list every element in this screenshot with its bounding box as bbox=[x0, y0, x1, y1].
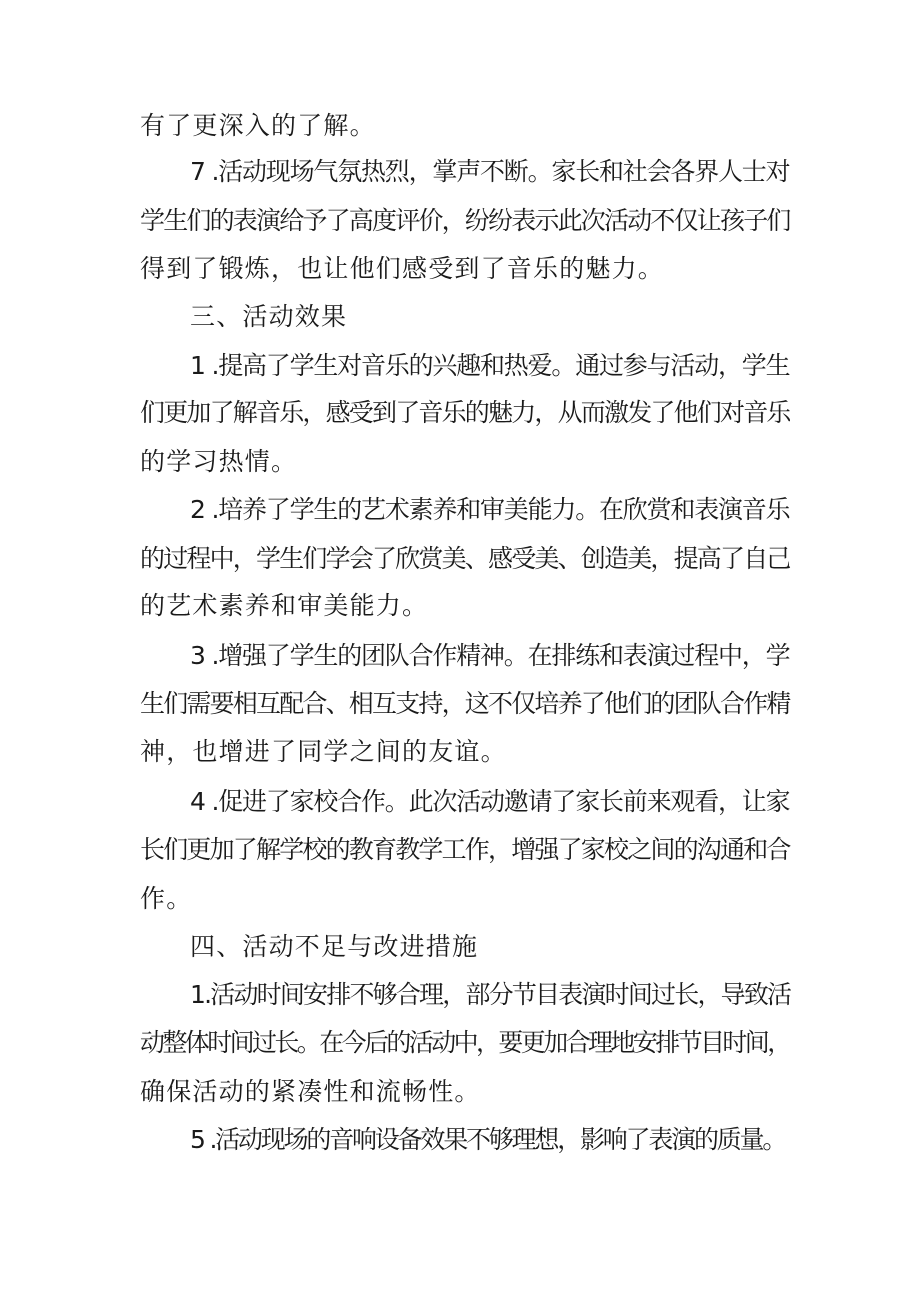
section-heading-3: 三、活动效果 bbox=[190, 302, 348, 331]
text-line: 确保活动的紧凑性和流畅性。 bbox=[140, 1077, 481, 1106]
paragraph-3-start: 3 .增强了学生的团队合作精神。在排练和表演过程中，学 bbox=[190, 641, 790, 670]
text-line: 长们更加了解学校的教育教学工作，增强了家校之间的沟通和合 bbox=[140, 835, 790, 864]
text-line: 们更加了解音乐，感受到了音乐的魅力，从而激发了他们对音乐 bbox=[140, 398, 790, 427]
text-line: 神，也增进了同学之间的友谊。 bbox=[140, 737, 507, 766]
text-line: 生们需要相互配合、相互支持，这不仅培养了他们的团队合作精 bbox=[140, 689, 790, 718]
paragraph-4-start: 4 .促进了家校合作。此次活动邀请了家长前来观看，让家 bbox=[190, 787, 790, 816]
paragraph-1-start: 1.活动时间安排不够合理，部分节目表演时间过长，导致活 bbox=[190, 980, 791, 1009]
text-line: 学生们的表演给予了高度评价，纷纷表示此次活动不仅让孩子们 bbox=[140, 206, 790, 235]
text-line: 的过程中，学生们学会了欣赏美、感受美、创造美，提高了自己 bbox=[140, 544, 790, 573]
paragraph-5-start: 5 .活动现场的音响设备效果不够理想，影响了表演的质量。 bbox=[190, 1125, 786, 1154]
section-heading-4: 四、活动不足与改进措施 bbox=[190, 932, 479, 961]
paragraph-2-start: 2 .培养了学生的艺术素养和审美能力。在欣赏和表演音乐 bbox=[190, 495, 790, 524]
paragraph-1-start: 1 .提高了学生对音乐的兴趣和热爱。通过参与活动，学生 bbox=[190, 351, 790, 380]
text-line: 作。 bbox=[140, 884, 193, 913]
text-line: 动整体时间过长。在今后的活动中，要更加合理地安排节目时间， bbox=[140, 1028, 790, 1057]
paragraph-7-start: 7 .活动现场气氛热烈，掌声不断。家长和社会各界人士对 bbox=[190, 157, 790, 186]
text-line: 得到了锻炼，也让他们感受到了音乐的魅力。 bbox=[140, 254, 665, 283]
text-line: 的艺术素养和审美能力。 bbox=[140, 591, 429, 620]
text-line: 的学习热情。 bbox=[140, 447, 298, 476]
text-line: 有了更深入的了解。 bbox=[140, 111, 376, 140]
